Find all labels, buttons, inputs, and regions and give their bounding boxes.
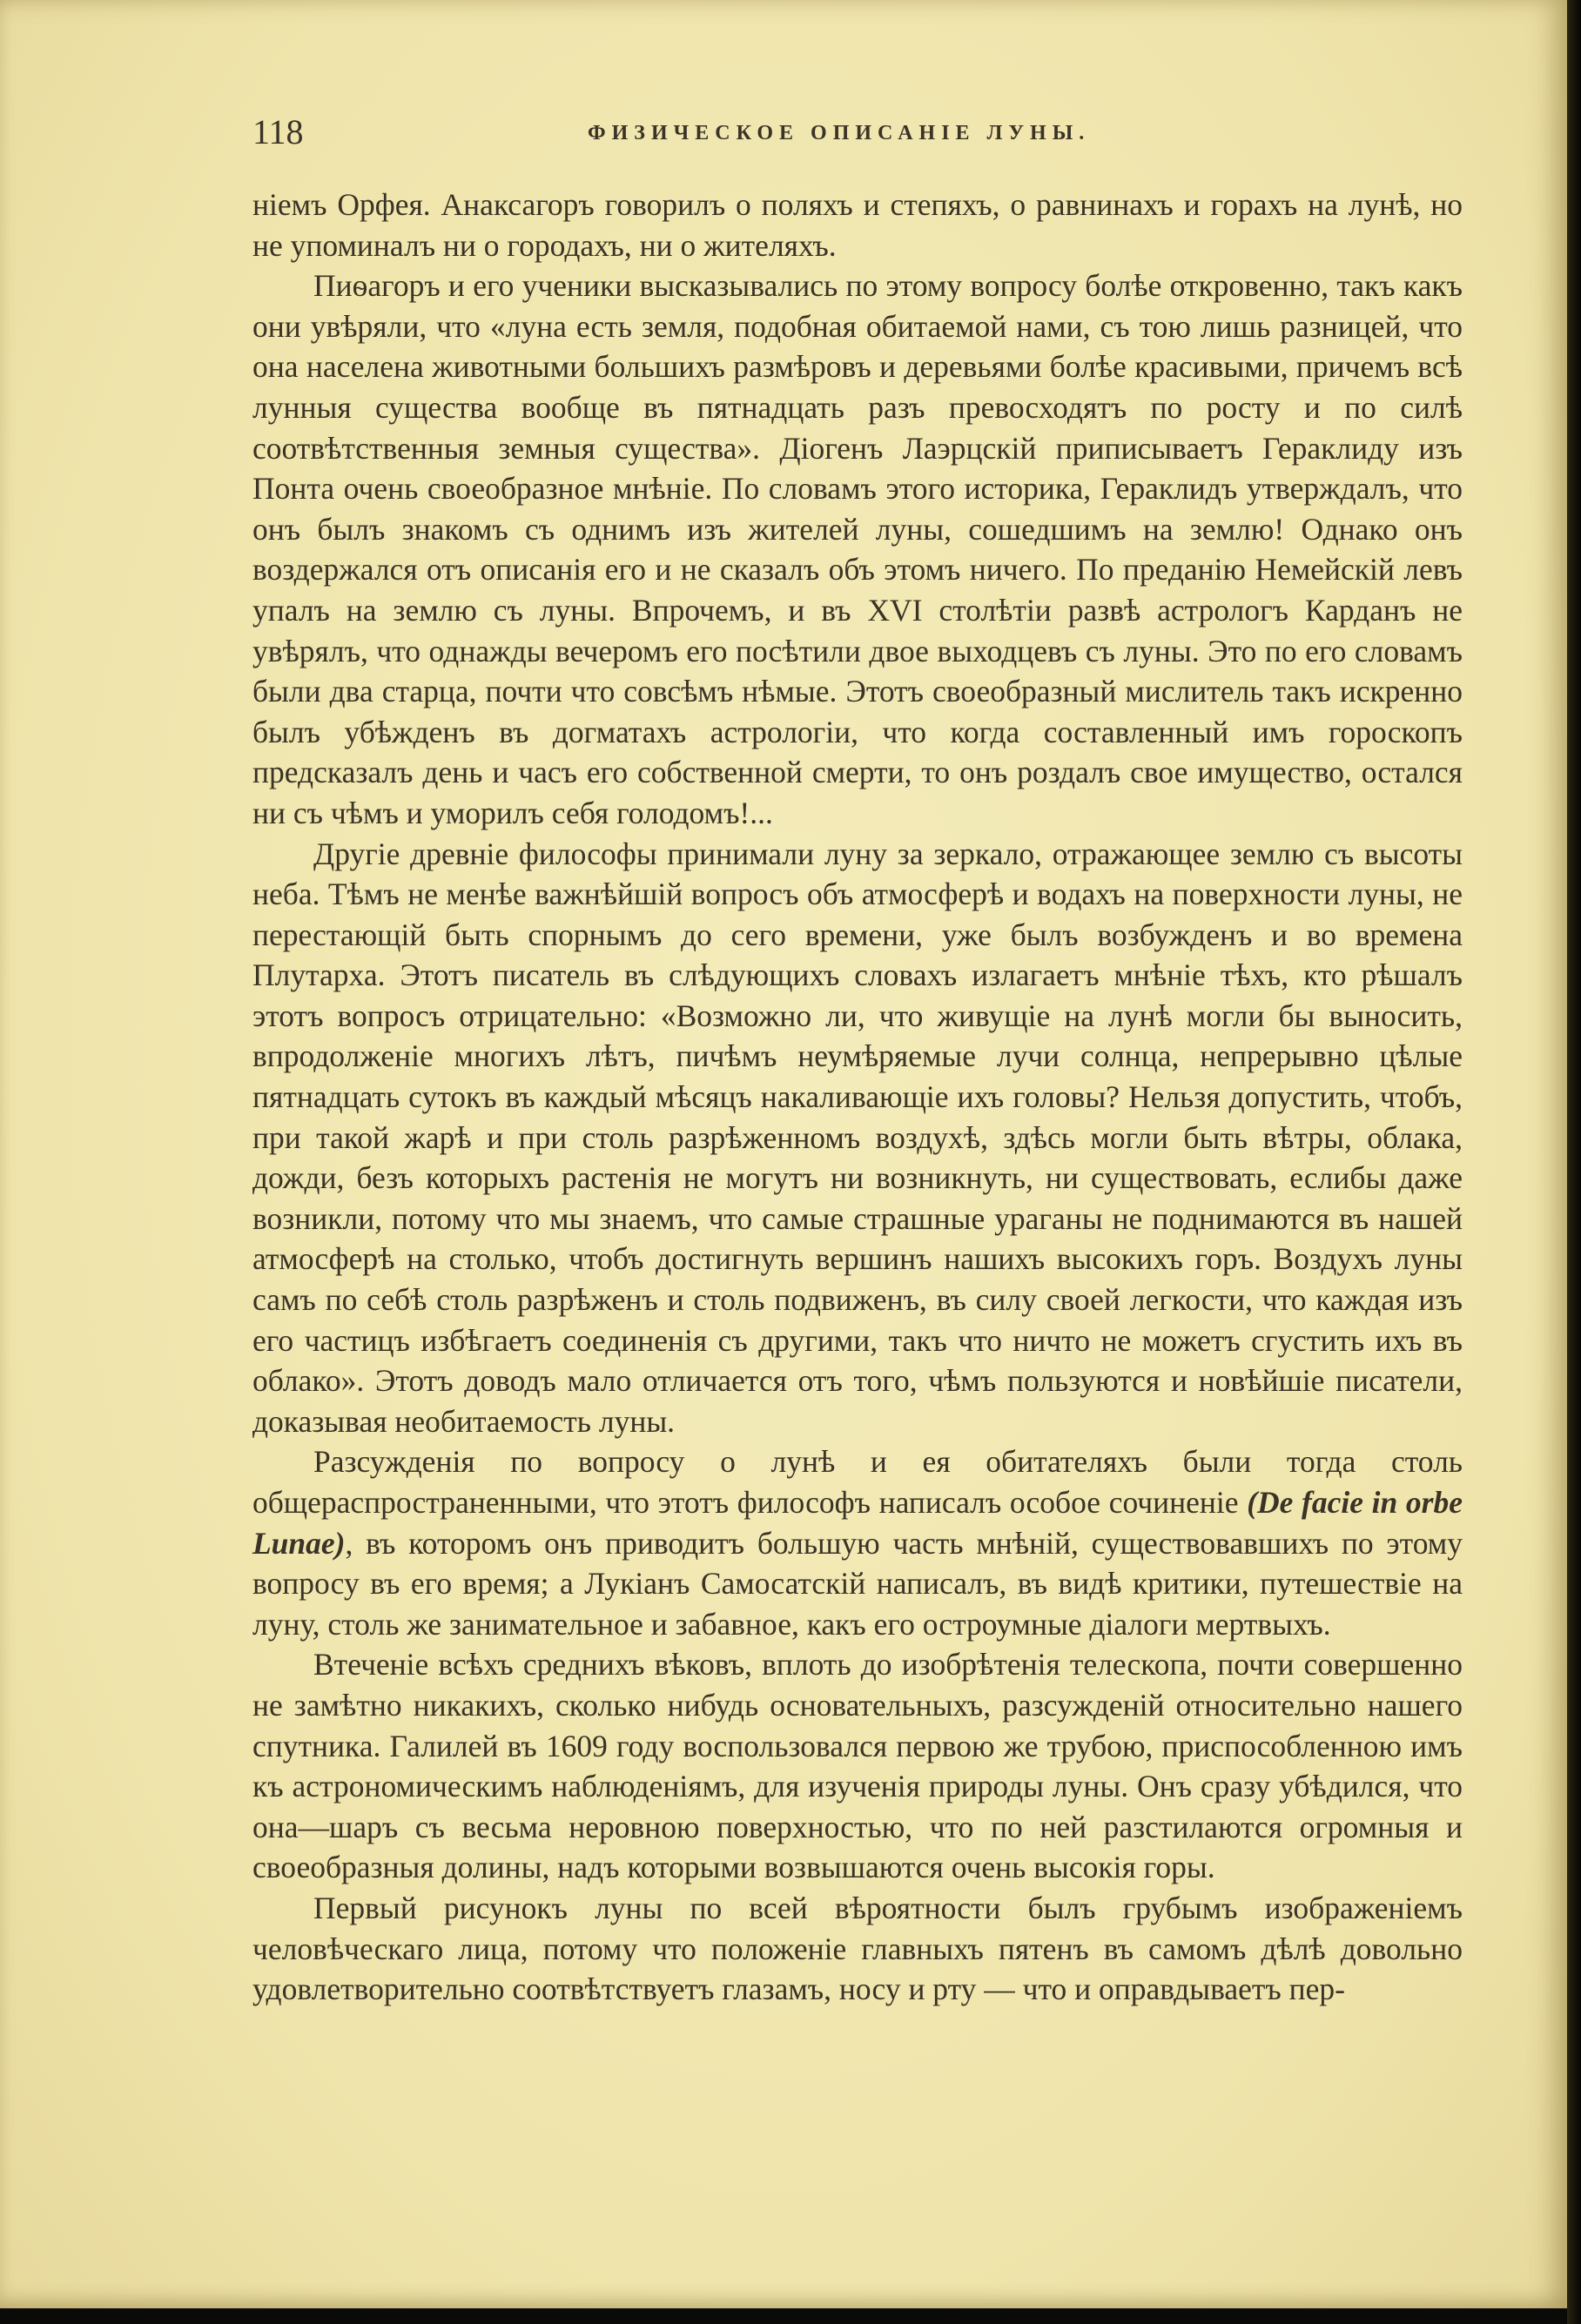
paragraph-4-text-before: Разсужденія по вопросу о лунѣ и ея обитателяхъ были тогда столь общераспространенными, что этотъ философъ написалъ особое сочиненіе <box>252 1444 1463 1520</box>
paragraph-6: Первый рисунокъ луны по всей вѣроятности былъ грубымъ изображеніемъ человѣческаго лица, потому что положеніе главныхъ пятенъ въ самомъ дѣлѣ довольно удовлетворительно соотвѣтствуетъ глазамъ, носу и рту — что и оправдываетъ пер- <box>252 1890 1463 2007</box>
paragraph-4-text-after: , въ которомъ онъ приводитъ большую часть мнѣній, существовавшихъ по этому вопросу въ его время; а Лукіанъ Самосатскій написалъ, въ видѣ критики, путешествіе на луну, столь же занимательное и забавное, какъ его остроумные діалоги мертвыхъ. <box>252 1525 1463 1642</box>
page-number: 118 <box>252 112 304 151</box>
book-spine-shadow <box>1567 0 1581 2324</box>
body-text <box>252 185 1463 2010</box>
paragraph-3: Другіе древніе философы принимали луну за зеркало, отражающее землю съ высоты неба. Тѣмъ не менѣе важнѣйшій вопросъ объ атмосферѣ и водахъ на поверхности луны, не перестающій быть спорнымъ до сего времени, уже былъ возбужденъ и во времена Плутарха. Этотъ писатель въ слѣдующихъ словахъ излагаетъ мнѣніе тѣхъ, кто рѣшалъ этотъ вопросъ отрицательно: «Возможно ли, что живущіе на лунѣ могли бы выносить, впродолженіе многихъ лѣтъ, пичѣмъ неумѣряемые лучи солнца, непрерывно цѣлые пятнадцать сутокъ въ каждый мѣсяцъ накаливающіе ихъ головы? Нельзя допустить, чтобъ, при такой жарѣ и при столь разрѣженномъ воздухѣ, здѣсь могли быть вѣтры, облака, дожди, безъ которыхъ растенія не могутъ ни возникнуть, ни существовать, еслибы даже возникли, потому что мы знаемъ, что самые страшные ураганы не поднимаются въ нашей атмосферѣ на столько, чтобъ достигнуть вершинъ нашихъ высокихъ горъ. Воздухъ луны самъ по себѣ столь разрѣженъ и столь подвиженъ, въ силу своей легкости, что каждая изъ его частицъ избѣгаетъ соединенія съ другими, такъ что ничто не можетъ сгустить ихъ въ облако». Этотъ доводъ мало отличается отъ того, чѣмъ пользуются и новѣйшіе писатели, доказывая необитаемость луны. <box>252 836 1463 1439</box>
latin-work-title: (De facie in orbe Lunae) <box>252 1485 1463 1561</box>
paragraph-2: Пиѳагоръ и его ученики высказывались по этому вопросу болѣе откровенно, такъ какъ они увѣряли, что «луна есть земля, подобная обитаемой нами, съ тою лишь разницей, что она населена животными большихъ размѣровъ и деревьями болѣе красивыми, причемъ всѣ лунныя существа вообще въ пятнадцать разъ превосходятъ по росту и по силѣ соотвѣтственныя земныя существа». Діогенъ Лаэрцскій приписываетъ Гераклиду изъ Понта очень своеобразное мнѣніе. По словамъ этого историка, Гераклидъ утверждалъ, что онъ былъ знакомъ съ однимъ изъ жителей луны, сошедшимъ на землю! Однако онъ воздержался отъ описанія его и не сказалъ объ этомъ ничего. По преданію Немейскій левъ упалъ на землю съ луны. Впрочемъ, и въ XVI столѣтіи развѣ астрологъ Карданъ не увѣрялъ, что однажды вечеромъ его посѣтили двое выходцевъ съ луны. Это по его словамъ были два старца, почти что совсѣмъ нѣмые. Этотъ своеобразный мислитель такъ искренно былъ убѣжденъ въ догматахъ астрологіи, что когда составленный имъ гороскопъ предсказалъ день и часъ его собственной смерти, то онъ роздалъ свое имущество, остался ни съ чѣмъ и уморилъ себя голодомъ!... <box>252 268 1463 830</box>
paragraph-5: Втеченіе всѣхъ среднихъ вѣковъ, вплоть до изобрѣтенія телескопа, почти совершенно не замѣтно никакихъ, сколько нибудь основательныхъ, разсужденій относительно нашего спутника. Галилей въ 1609 году воспользовался первою же трубою, приспособленною имъ къ астрономическимъ наблюденіямъ, для изученія природы луны. Онъ сразу убѣдился, что она—шаръ съ весьма неровною поверхностью, что по ней разстилаются огромныя и своеобразныя долины, надъ которыми возвышаются очень высокія горы. <box>252 1647 1463 1885</box>
page-header <box>252 111 1463 164</box>
paragraph-1: ніемъ Орфея. Анаксагоръ говорилъ о поляхъ и степяхъ, о равнинахъ и горахъ на лунѣ, но не упоминалъ ни о городахъ, ни о жителяхъ. <box>252 187 1463 263</box>
running-title: ФИЗИЧЕСКОЕ ОПИСАНІЕ ЛУНЫ. <box>588 122 1091 144</box>
paragraph-4 <box>252 1441 1463 1644</box>
